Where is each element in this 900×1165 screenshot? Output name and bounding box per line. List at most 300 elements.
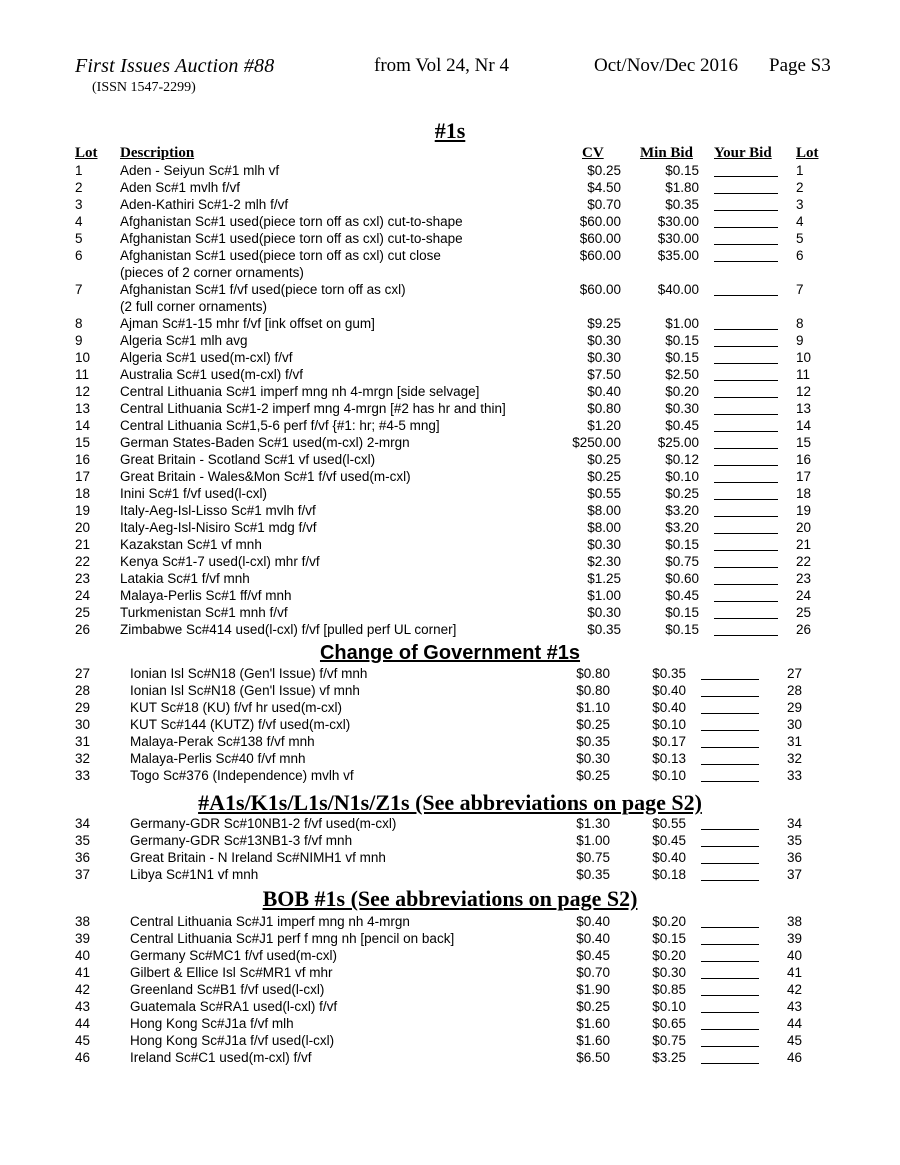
- lot-number-right: 5: [796, 231, 804, 246]
- lot-description-continued: (pieces of 2 corner ornaments): [120, 265, 304, 280]
- lot-row: [0, 434, 900, 451]
- min-bid: $30.00: [657, 231, 699, 246]
- lot-description: Greenland Sc#B1 f/vf used(l-cxl): [130, 982, 325, 997]
- lot-number-right: 6: [796, 248, 804, 263]
- lot-number-right: 24: [796, 588, 812, 603]
- lot-row: [0, 570, 900, 587]
- catalog-value: $1.20: [587, 418, 621, 433]
- lot-number-right: 41: [787, 965, 803, 980]
- lot-number-right: 14: [796, 418, 812, 433]
- your-bid-line[interactable]: [714, 281, 778, 296]
- lot-number: 37: [75, 867, 91, 882]
- min-bid: $0.30: [652, 965, 686, 980]
- lot-row: [0, 451, 900, 468]
- lot-description: Great Britain - N Ireland Sc#NIMH1 vf mnh: [130, 850, 386, 865]
- catalog-value: $60.00: [579, 282, 621, 297]
- your-bid-line[interactable]: [714, 179, 778, 194]
- lot-number: 32: [75, 751, 91, 766]
- your-bid-line[interactable]: [701, 682, 759, 697]
- min-bid: $35.00: [657, 248, 699, 263]
- min-bid: $0.15: [665, 537, 699, 552]
- catalog-value: $0.30: [576, 751, 610, 766]
- section-title-a1s: #A1s/K1s/L1s/N1s/Z1s (See abbreviations on page S2): [198, 790, 702, 815]
- min-bid: $0.30: [665, 401, 699, 416]
- lot-number: 18: [75, 486, 91, 501]
- your-bid-line[interactable]: [701, 964, 759, 979]
- lot-description: Malaya-Perak Sc#138 f/vf mnh: [130, 734, 315, 749]
- lot-description: Afghanistan Sc#1 used(piece torn off as cxl) cut close: [120, 248, 441, 263]
- lot-description: Aden-Kathiri Sc#1-2 mlh f/vf: [120, 197, 289, 212]
- catalog-value: $0.40: [576, 914, 610, 929]
- lot-number-right: 35: [787, 833, 803, 848]
- lot-description: Algeria Sc#1 mlh avg: [120, 333, 248, 348]
- section-title-change-of-government: Change of Government #1s: [319, 642, 581, 664]
- lot-row: [0, 733, 900, 750]
- lot-row: [0, 913, 900, 930]
- lot-number-right: 19: [796, 503, 812, 518]
- min-bid: $0.20: [652, 914, 686, 929]
- lot-number: 44: [75, 1016, 91, 1031]
- min-bid: $0.55: [652, 816, 686, 831]
- your-bid-line[interactable]: [701, 1032, 759, 1047]
- your-bid-line[interactable]: [701, 699, 759, 714]
- lot-description: Guatemala Sc#RA1 used(l-cxl) f/vf: [130, 999, 338, 1014]
- your-bid-line[interactable]: [714, 536, 778, 551]
- your-bid-line[interactable]: [714, 315, 778, 330]
- catalog-value: $1.60: [576, 1033, 610, 1048]
- your-bid-line[interactable]: [701, 913, 759, 928]
- lot-number: 36: [75, 850, 91, 865]
- lot-number-right: 23: [796, 571, 812, 586]
- catalog-value: $0.80: [576, 683, 610, 698]
- lot-number: 41: [75, 965, 91, 980]
- min-bid: $0.40: [652, 700, 686, 715]
- column-header-description: Description: [120, 145, 195, 161]
- min-bid: $0.75: [652, 1033, 686, 1048]
- lot-description: Central Lithuania Sc#1 imperf mng nh 4-mrgn [side selvage]: [120, 384, 480, 399]
- min-bid: $0.25: [665, 486, 699, 501]
- lot-number-right: 36: [787, 850, 803, 865]
- lot-number-right: 3: [796, 197, 804, 212]
- lot-row: [0, 179, 900, 196]
- lot-number: 45: [75, 1033, 91, 1048]
- lot-number: 6: [75, 248, 83, 263]
- your-bid-line[interactable]: [714, 621, 778, 636]
- lot-row: [0, 400, 900, 417]
- min-bid: $0.15: [665, 350, 699, 365]
- lot-number-right: 37: [787, 867, 803, 882]
- issn: (ISSN 1547-2299): [92, 80, 196, 95]
- min-bid: $0.45: [652, 833, 686, 848]
- catalog-value: $0.30: [587, 605, 621, 620]
- column-header-your-bid: Your Bid: [714, 145, 772, 161]
- lot-row: [0, 750, 900, 767]
- section-title-bob: BOB #1s (See abbreviations on page S2): [262, 886, 638, 911]
- your-bid-line[interactable]: [701, 1049, 759, 1064]
- lot-description: Germany-GDR Sc#10NB1-2 f/vf used(m-cxl): [130, 816, 397, 831]
- your-bid-line[interactable]: [714, 434, 778, 449]
- min-bid: $0.12: [665, 452, 699, 467]
- min-bid: $0.15: [665, 622, 699, 637]
- lot-row: [0, 849, 900, 866]
- min-bid: $0.13: [652, 751, 686, 766]
- lot-number-right: 40: [787, 948, 803, 963]
- lot-number: 20: [75, 520, 91, 535]
- lot-number: 43: [75, 999, 91, 1014]
- lot-number: 12: [75, 384, 91, 399]
- your-bid-line[interactable]: [714, 485, 778, 500]
- lot-row: [0, 964, 900, 981]
- your-bid-line[interactable]: [701, 665, 759, 680]
- lot-number: 1: [75, 163, 83, 178]
- lot-number-right: 32: [787, 751, 803, 766]
- page-number: Page S3: [769, 55, 831, 76]
- lot-number-right: 39: [787, 931, 803, 946]
- catalog-value: $6.50: [576, 1050, 610, 1065]
- catalog-value: $0.25: [576, 768, 610, 783]
- catalog-value: $0.75: [576, 850, 610, 865]
- your-bid-line[interactable]: [714, 213, 778, 228]
- catalog-value: $0.35: [576, 867, 610, 882]
- catalog-value: $0.40: [576, 931, 610, 946]
- lot-row: [0, 281, 900, 315]
- lot-number-right: 1: [796, 163, 804, 178]
- lot-number: 15: [75, 435, 91, 450]
- lot-number-right: 10: [796, 350, 812, 365]
- lot-number-right: 9: [796, 333, 804, 348]
- min-bid: $0.10: [652, 717, 686, 732]
- your-bid-line[interactable]: [701, 716, 759, 731]
- lot-row: [0, 604, 900, 621]
- lot-description: Hong Kong Sc#J1a f/vf mlh: [130, 1016, 294, 1031]
- lot-number: 9: [75, 333, 83, 348]
- lot-description: Italy-Aeg-Isl-Lisso Sc#1 mvlh f/vf: [120, 503, 316, 518]
- section-title-1s: #1s: [434, 118, 466, 143]
- min-bid: $3.20: [665, 503, 699, 518]
- your-bid-line[interactable]: [701, 947, 759, 962]
- your-bid-line[interactable]: [714, 587, 778, 602]
- min-bid: $0.15: [665, 605, 699, 620]
- catalog-value: $1.10: [576, 700, 610, 715]
- lot-number-right: 43: [787, 999, 803, 1014]
- lot-row: [0, 536, 900, 553]
- lot-description: Afghanistan Sc#1 used(piece torn off as cxl) cut-to-shape: [120, 214, 463, 229]
- lot-number: 28: [75, 683, 91, 698]
- column-header-min-bid: Min Bid: [640, 145, 693, 161]
- min-bid: $0.35: [665, 197, 699, 212]
- lot-description: Libya Sc#1N1 vf mnh: [130, 867, 259, 882]
- lot-number: 13: [75, 401, 91, 416]
- lot-number: 17: [75, 469, 91, 484]
- your-bid-line[interactable]: [714, 451, 778, 466]
- lot-row: [0, 930, 900, 947]
- lot-number-right: 27: [787, 666, 803, 681]
- lot-number-right: 2: [796, 180, 804, 195]
- lot-number-right: 42: [787, 982, 803, 997]
- catalog-value: $0.45: [576, 948, 610, 963]
- lot-number: 42: [75, 982, 91, 997]
- lot-number-right: 21: [796, 537, 812, 552]
- lot-number-right: 4: [796, 214, 804, 229]
- min-bid: $40.00: [657, 282, 699, 297]
- lot-number: 8: [75, 316, 83, 331]
- lot-number: 30: [75, 717, 91, 732]
- lot-number: 25: [75, 605, 91, 620]
- lot-row: [0, 383, 900, 400]
- your-bid-line[interactable]: [701, 832, 759, 847]
- min-bid: $0.10: [665, 469, 699, 484]
- lot-row: [0, 665, 900, 682]
- lot-description: Great Britain - Wales&Mon Sc#1 f/vf used(m-cxl): [120, 469, 411, 484]
- catalog-value: $9.25: [587, 316, 621, 331]
- lot-number: 26: [75, 622, 91, 637]
- lot-row: [0, 621, 900, 638]
- lot-number-right: 29: [787, 700, 803, 715]
- catalog-value: $0.30: [587, 350, 621, 365]
- column-header-lot-right: Lot: [796, 145, 819, 161]
- lot-row: [0, 366, 900, 383]
- lot-number-right: 7: [796, 282, 804, 297]
- lot-row: [0, 866, 900, 883]
- your-bid-line[interactable]: [714, 417, 778, 432]
- lot-number-right: 12: [796, 384, 812, 399]
- lot-number-right: 15: [796, 435, 812, 450]
- min-bid: $0.35: [652, 666, 686, 681]
- lot-description: Inini Sc#1 f/vf used(l-cxl): [120, 486, 268, 501]
- catalog-value: $60.00: [579, 248, 621, 263]
- lot-row: [0, 699, 900, 716]
- lot-number: 46: [75, 1050, 91, 1065]
- lot-description: Turkmenistan Sc#1 mnh f/vf: [120, 605, 288, 620]
- lot-row: [0, 417, 900, 434]
- catalog-value: $1.90: [576, 982, 610, 997]
- lot-row: [0, 553, 900, 570]
- min-bid: $2.50: [665, 367, 699, 382]
- lot-number-right: 8: [796, 316, 804, 331]
- lot-number-right: 11: [796, 367, 811, 382]
- your-bid-line[interactable]: [701, 930, 759, 945]
- catalog-value: $8.00: [587, 503, 621, 518]
- lot-row: [0, 716, 900, 733]
- lot-number: 31: [75, 734, 91, 749]
- lot-number-right: 44: [787, 1016, 803, 1031]
- lot-row: [0, 485, 900, 502]
- your-bid-line[interactable]: [714, 604, 778, 619]
- lot-row: [0, 332, 900, 349]
- your-bid-line[interactable]: [714, 502, 778, 517]
- catalog-value: $0.25: [576, 717, 610, 732]
- lot-description: Kazakstan Sc#1 vf mnh: [120, 537, 262, 552]
- your-bid-line[interactable]: [701, 750, 759, 765]
- min-bid: $0.60: [665, 571, 699, 586]
- lot-number: 39: [75, 931, 91, 946]
- catalog-value: $0.25: [587, 469, 621, 484]
- catalog-value: $0.55: [587, 486, 621, 501]
- lot-description-continued: (2 full corner ornaments): [120, 299, 268, 314]
- min-bid: $0.40: [652, 683, 686, 698]
- lot-description: Australia Sc#1 used(m-cxl) f/vf: [120, 367, 304, 382]
- issue-date: Oct/Nov/Dec 2016: [594, 55, 739, 76]
- lot-description: KUT Sc#144 (KUTZ) f/vf used(m-cxl): [130, 717, 351, 732]
- your-bid-line[interactable]: [701, 981, 759, 996]
- min-bid: $0.18: [652, 867, 686, 882]
- catalog-value: $0.30: [587, 537, 621, 552]
- lot-description: Latakia Sc#1 f/vf mnh: [120, 571, 250, 586]
- min-bid: $3.20: [665, 520, 699, 535]
- lot-number: 2: [75, 180, 83, 195]
- lot-row: [0, 502, 900, 519]
- lot-row: [0, 247, 900, 281]
- catalog-value: $0.70: [576, 965, 610, 980]
- your-bid-line[interactable]: [714, 196, 778, 211]
- your-bid-line[interactable]: [714, 230, 778, 245]
- lot-row: [0, 519, 900, 536]
- catalog-value: $4.50: [587, 180, 621, 195]
- lot-number: 34: [75, 816, 91, 831]
- catalog-value: $0.70: [587, 197, 621, 212]
- min-bid: $0.10: [652, 999, 686, 1014]
- lot-description: Afghanistan Sc#1 f/vf used(piece torn off as cxl): [120, 282, 406, 297]
- lot-description: Ireland Sc#C1 used(m-cxl) f/vf: [130, 1050, 312, 1065]
- lot-row: [0, 832, 900, 849]
- lot-number-right: 16: [796, 452, 812, 467]
- lot-description: Central Lithuania Sc#1-2 imperf mng 4-mrgn [#2 has hr and thin]: [120, 401, 506, 416]
- your-bid-line[interactable]: [714, 162, 778, 177]
- lot-row: [0, 468, 900, 485]
- catalog-value: $2.30: [587, 554, 621, 569]
- lot-number-right: 33: [787, 768, 803, 783]
- lot-number-right: 26: [796, 622, 812, 637]
- min-bid: $0.45: [665, 588, 699, 603]
- catalog-value: $0.25: [587, 163, 621, 178]
- lot-description: Ajman Sc#1-15 mhr f/vf [ink offset on gum]: [120, 316, 375, 331]
- lot-row: [0, 947, 900, 964]
- lot-number: 7: [75, 282, 83, 297]
- catalog-value: $8.00: [587, 520, 621, 535]
- catalog-value: $1.25: [587, 571, 621, 586]
- your-bid-line[interactable]: [714, 570, 778, 585]
- lot-row: [0, 230, 900, 247]
- catalog-value: $0.35: [576, 734, 610, 749]
- lot-description: Central Lithuania Sc#J1 imperf mng nh 4-mrgn: [130, 914, 410, 929]
- lot-row: [0, 815, 900, 832]
- your-bid-line[interactable]: [714, 383, 778, 398]
- min-bid: $0.45: [665, 418, 699, 433]
- volume-info: from Vol 24, Nr 4: [374, 55, 509, 76]
- lot-description: Algeria Sc#1 used(m-cxl) f/vf: [120, 350, 293, 365]
- your-bid-line[interactable]: [701, 767, 759, 782]
- lot-description: Germany Sc#MC1 f/vf used(m-cxl): [130, 948, 338, 963]
- lot-description: Central Lithuania Sc#1,5-6 perf f/vf {#1: hr; #4-5 mng]: [120, 418, 440, 433]
- catalog-value: $60.00: [579, 231, 621, 246]
- lot-description: Germany-GDR Sc#13NB1-3 f/vf mnh: [130, 833, 353, 848]
- lot-description: Zimbabwe Sc#414 used(l-cxl) f/vf [pulled perf UL corner]: [120, 622, 457, 637]
- lot-number-right: 38: [787, 914, 803, 929]
- lot-number: 33: [75, 768, 91, 783]
- your-bid-line[interactable]: [701, 733, 759, 748]
- catalog-value: $1.60: [576, 1016, 610, 1031]
- min-bid: $0.20: [665, 384, 699, 399]
- your-bid-line[interactable]: [714, 366, 778, 381]
- min-bid: $0.85: [652, 982, 686, 997]
- lot-description: Aden - Seiyun Sc#1 mlh vf: [120, 163, 280, 178]
- min-bid: $0.17: [652, 734, 686, 749]
- catalog-value: $0.30: [587, 333, 621, 348]
- lot-number: 10: [75, 350, 91, 365]
- catalog-value: $250.00: [572, 435, 621, 450]
- your-bid-line[interactable]: [714, 519, 778, 534]
- catalog-value: $1.00: [587, 588, 621, 603]
- lot-row: [0, 1049, 900, 1066]
- min-bid: $0.40: [652, 850, 686, 865]
- your-bid-line[interactable]: [701, 1015, 759, 1030]
- your-bid-line[interactable]: [701, 866, 759, 881]
- min-bid: $0.75: [665, 554, 699, 569]
- lot-description: Ionian Isl Sc#N18 (Gen'l Issue) vf mnh: [130, 683, 360, 698]
- your-bid-line[interactable]: [714, 553, 778, 568]
- lot-number: 38: [75, 914, 91, 929]
- lot-row: [0, 981, 900, 998]
- lot-number-right: 46: [787, 1050, 803, 1065]
- lot-number-right: 20: [796, 520, 812, 535]
- lot-number: 5: [75, 231, 83, 246]
- min-bid: $1.80: [665, 180, 699, 195]
- lot-row: [0, 767, 900, 784]
- lot-description: Malaya-Perlis Sc#40 f/vf mnh: [130, 751, 306, 766]
- catalog-value: $0.80: [576, 666, 610, 681]
- min-bid: $0.65: [652, 1016, 686, 1031]
- min-bid: $0.15: [652, 931, 686, 946]
- catalog-value: $0.25: [576, 999, 610, 1014]
- lot-number: 22: [75, 554, 91, 569]
- lot-row: [0, 998, 900, 1015]
- lot-number: 29: [75, 700, 91, 715]
- lot-number: 21: [75, 537, 91, 552]
- min-bid: $0.15: [665, 163, 699, 178]
- min-bid: $3.25: [652, 1050, 686, 1065]
- your-bid-line[interactable]: [714, 247, 778, 262]
- lot-row: [0, 196, 900, 213]
- catalog-value: $0.25: [587, 452, 621, 467]
- your-bid-line[interactable]: [701, 998, 759, 1013]
- your-bid-line[interactable]: [714, 400, 778, 415]
- lot-number-right: 30: [787, 717, 803, 732]
- lot-number: 19: [75, 503, 91, 518]
- lot-number-right: 45: [787, 1033, 803, 1048]
- your-bid-line[interactable]: [701, 815, 759, 830]
- min-bid: $25.00: [657, 435, 699, 450]
- lot-number-right: 13: [796, 401, 812, 416]
- lot-description: German States-Baden Sc#1 used(m-cxl) 2-mrgn: [120, 435, 410, 450]
- lot-number-right: 34: [787, 816, 803, 831]
- lot-number-right: 17: [796, 469, 812, 484]
- lot-number: 40: [75, 948, 91, 963]
- column-header-cv: CV: [582, 145, 604, 161]
- lot-number-right: 28: [787, 683, 803, 698]
- your-bid-line[interactable]: [714, 349, 778, 364]
- your-bid-line[interactable]: [714, 468, 778, 483]
- your-bid-line[interactable]: [714, 332, 778, 347]
- lot-number: 11: [75, 367, 90, 382]
- lot-description: KUT Sc#18 (KU) f/vf hr used(m-cxl): [130, 700, 343, 715]
- lot-description: Ionian Isl Sc#N18 (Gen'l Issue) f/vf mnh: [130, 666, 368, 681]
- catalog-value: $7.50: [587, 367, 621, 382]
- lot-number: 24: [75, 588, 91, 603]
- catalog-value: $1.30: [576, 816, 610, 831]
- lot-row: [0, 682, 900, 699]
- your-bid-line[interactable]: [701, 849, 759, 864]
- lot-description: Central Lithuania Sc#J1 perf f mng nh [pencil on back]: [130, 931, 455, 946]
